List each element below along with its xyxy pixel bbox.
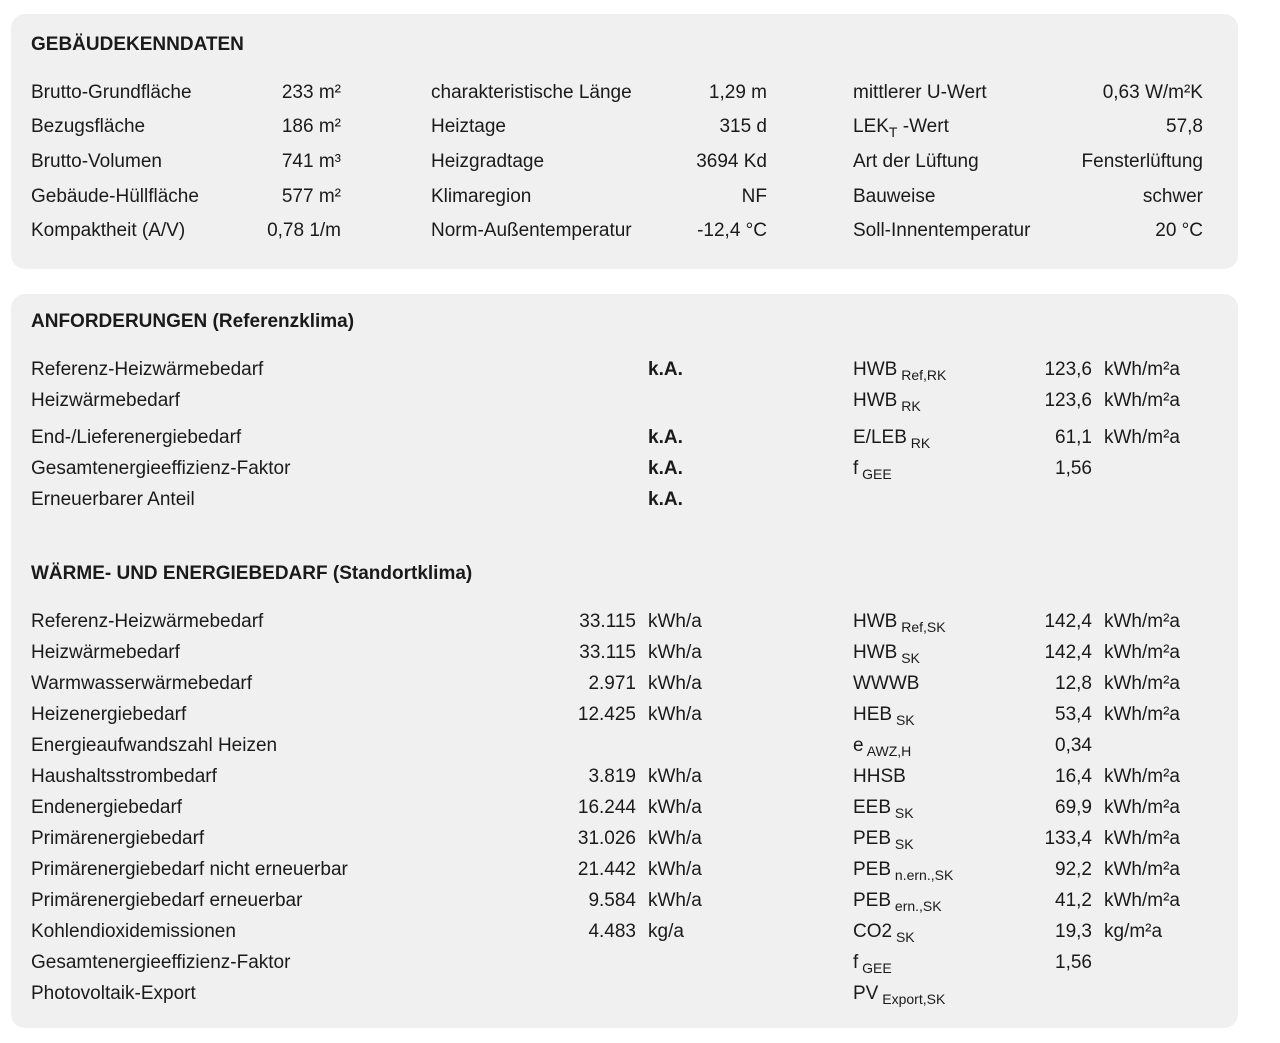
demand-symbol: f $_{GEE}$ xyxy=(853,952,892,976)
building-label: Heizgradtage xyxy=(431,151,545,172)
demand-symbol: HHSB xyxy=(853,766,906,787)
building-label: Bauweise xyxy=(853,186,936,207)
demand-symbol: PEB $_{ern.,SK}$ xyxy=(853,890,942,914)
demand-label: Primärenergiebedarf nicht erneuerbar xyxy=(31,859,348,880)
demand-heading: WÄRME- UND ENERGIEBEDARF (Standortklima) xyxy=(31,563,473,584)
demand-unit: kWh/m²a xyxy=(1104,890,1180,911)
building-value: NF xyxy=(741,186,767,207)
demand-unit: kWh/m²a xyxy=(1104,642,1180,663)
demand-label: Primärenergiebedarf erneuerbar xyxy=(31,890,303,911)
requirement-unit: kWh/m²a xyxy=(1104,427,1180,448)
demand-label: Heizenergiebedarf xyxy=(31,704,187,725)
demand-number: 4.483 xyxy=(588,921,636,942)
demand-unit: kWh/m²a xyxy=(1104,797,1180,818)
demand-symbol: HWB $_{SK}$ xyxy=(853,642,920,666)
building-value: Fensterlüftung xyxy=(1081,151,1203,172)
demand-number: 12.425 xyxy=(577,704,636,725)
building-value: schwer xyxy=(1142,186,1203,207)
requirement-ka: k.A. xyxy=(648,489,683,510)
building-value: 186 m² xyxy=(281,116,341,137)
requirement-value: 123,6 xyxy=(1044,359,1092,380)
demand-unit: kWh/m²a xyxy=(1104,673,1180,694)
demand-value: 142,4 xyxy=(1044,611,1092,632)
demand-label: Kohlendioxidemissionen xyxy=(31,921,236,942)
building-label: Art der Lüftung xyxy=(853,151,979,172)
demand-number-unit: kWh/a xyxy=(648,859,702,880)
demand-label: Primärenergiebedarf xyxy=(31,828,205,849)
requirement-ka: k.A. xyxy=(648,427,683,448)
demand-symbol: e $_{AWZ,H}$ xyxy=(853,735,912,759)
requirement-label: End-/Lieferenergiebedarf xyxy=(31,427,242,448)
demand-number-unit: kWh/a xyxy=(648,673,702,694)
demand-label: Gesamtenergieeffizienz-Faktor xyxy=(31,952,291,973)
demand-symbol: WWWB xyxy=(853,673,920,694)
demand-number: 31.026 xyxy=(577,828,636,849)
requirements-heading: ANFORDERUNGEN (Referenzklima) xyxy=(31,311,355,332)
building-value: 577 m² xyxy=(281,186,341,207)
demand-label: Photovoltaik-Export xyxy=(31,983,196,1004)
building-label: Norm-Außentemperatur xyxy=(431,220,632,241)
demand-unit: kWh/m²a xyxy=(1104,611,1180,632)
demand-symbol: HWB $_{Ref,SK}$ xyxy=(853,611,946,635)
demand-number-unit: kg/a xyxy=(648,921,684,942)
building-value: 1,29 m xyxy=(708,82,767,103)
demand-value: 16,4 xyxy=(1055,766,1092,787)
requirement-symbol: E/LEB $_{RK}$ xyxy=(853,427,931,451)
building-value: 315 d xyxy=(719,116,767,137)
demand-symbol: CO2 $_{SK}$ xyxy=(853,921,915,945)
demand-value: 53,4 xyxy=(1055,704,1092,725)
requirement-ka: k.A. xyxy=(648,359,683,380)
demand-number: 9.584 xyxy=(588,890,636,911)
requirement-label: Referenz-Heizwärmebedarf xyxy=(31,359,264,380)
requirement-unit: kWh/m²a xyxy=(1104,359,1180,380)
requirement-symbol: f $_{GEE}$ xyxy=(853,458,892,482)
demand-number: 21.442 xyxy=(577,859,636,880)
demand-symbol: EEB $_{SK}$ xyxy=(853,797,914,821)
demand-number: 3.819 xyxy=(588,766,636,787)
demand-number-unit: kWh/a xyxy=(648,642,702,663)
demand-value: 142,4 xyxy=(1044,642,1092,663)
demand-value: 12,8 xyxy=(1055,673,1092,694)
building-value: 0,63 W/m²K xyxy=(1102,82,1203,103)
demand-unit: kWh/m²a xyxy=(1104,704,1180,725)
demand-value: 0,34 xyxy=(1055,735,1092,756)
building-label: Kompaktheit (A/V) xyxy=(31,220,186,241)
demand-value: 69,9 xyxy=(1055,797,1092,818)
demand-label: Energieaufwandszahl Heizen xyxy=(31,735,278,756)
building-value: 741 m³ xyxy=(281,151,341,172)
building-value: 20 °C xyxy=(1155,220,1203,241)
building-label: mittlerer U-Wert xyxy=(853,82,987,103)
demand-label: Heizwärmebedarf xyxy=(31,642,180,663)
demand-value: 133,4 xyxy=(1044,828,1092,849)
demand-number-unit: kWh/a xyxy=(648,611,702,632)
demand-number-unit: kWh/a xyxy=(648,766,702,787)
demand-unit: kWh/m²a xyxy=(1104,828,1180,849)
demand-symbol: PV $_{Export,SK}$ xyxy=(853,983,946,1007)
building-heading: GEBÄUDEKENNDATEN xyxy=(31,34,244,55)
demand-label: Endenergiebedarf xyxy=(31,797,183,818)
building-label: charakteristische Länge xyxy=(431,82,632,103)
demand-number: 33.115 xyxy=(579,611,636,632)
building-label: Brutto-Volumen xyxy=(31,151,162,172)
demand-label: Haushaltsstrombedarf xyxy=(31,766,217,787)
building-value: 0,78 1/m xyxy=(267,220,341,241)
requirement-value: 1,56 xyxy=(1055,458,1092,479)
demand-label: Warmwasserwärmebedarf xyxy=(31,673,253,694)
building-label: Bezugsfläche xyxy=(31,116,146,137)
demand-number-unit: kWh/a xyxy=(648,797,702,818)
demand-symbol: PEB $_{SK}$ xyxy=(853,828,914,852)
requirement-label: Erneuerbarer Anteil xyxy=(31,489,195,510)
demand-symbol: PEB $_{n.ern.,SK}$ xyxy=(853,859,954,883)
demand-number-unit: kWh/a xyxy=(648,828,702,849)
requirement-value: 61,1 xyxy=(1055,427,1092,448)
requirement-label: Gesamtenergieeffizienz-Faktor xyxy=(31,458,291,479)
requirement-label: Heizwärmebedarf xyxy=(31,390,180,411)
demand-value: 92,2 xyxy=(1055,859,1092,880)
building-value: 57,8 xyxy=(1166,116,1203,137)
demand-unit: kWh/m²a xyxy=(1104,766,1180,787)
demand-unit: kg/m²a xyxy=(1104,921,1163,942)
building-label: Gebäude-Hüllfläche xyxy=(31,186,199,207)
building-label: Brutto-Grundfläche xyxy=(31,82,192,103)
requirement-symbol: HWB $_{Ref,RK}$ xyxy=(853,359,947,383)
building-label: Heiztage xyxy=(431,116,506,137)
building-label: $LEK_T$ -Wert xyxy=(853,116,949,140)
demand-value: 19,3 xyxy=(1055,921,1092,942)
building-label: Klimaregion xyxy=(431,186,532,207)
demand-value: 41,2 xyxy=(1055,890,1092,911)
demand-symbol: HEB $_{SK}$ xyxy=(853,704,915,728)
demand-number: 2.971 xyxy=(588,673,636,694)
demand-value: 1,56 xyxy=(1055,952,1092,973)
demand-number: 33.115 xyxy=(579,642,636,663)
building-value: -12,4 °C xyxy=(697,220,767,241)
demand-number-unit: kWh/a xyxy=(648,890,702,911)
building-label: Soll-Innentemperatur xyxy=(853,220,1031,241)
requirement-symbol: HWB $_{RK}$ xyxy=(853,390,921,414)
demand-number-unit: kWh/a xyxy=(648,704,702,725)
requirement-ka: k.A. xyxy=(648,458,683,479)
building-value: 3694 Kd xyxy=(696,151,767,172)
requirement-value: 123,6 xyxy=(1044,390,1092,411)
demand-number: 16.244 xyxy=(577,797,636,818)
demand-unit: kWh/m²a xyxy=(1104,859,1180,880)
demand-label: Referenz-Heizwärmebedarf xyxy=(31,611,264,632)
requirement-unit: kWh/m²a xyxy=(1104,390,1180,411)
building-value: 233 m² xyxy=(281,82,341,103)
